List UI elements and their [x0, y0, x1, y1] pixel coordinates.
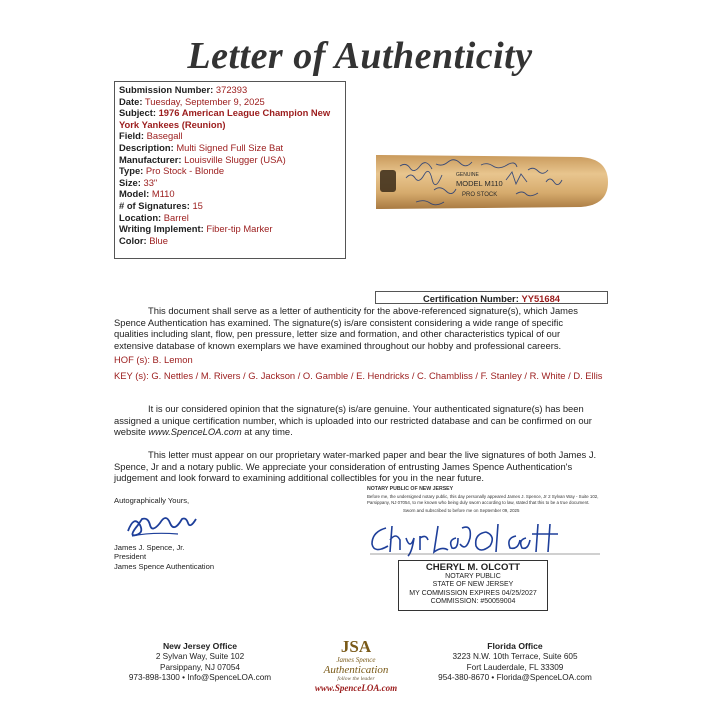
jsa-logo: JSA James Spence Authentication follow the leader www.SpenceLOA.com	[300, 638, 412, 698]
type-row: Type: Pro Stock - Blonde	[119, 165, 225, 177]
key-signatures: KEY (s): G. Nettles / M. Rivers / G. Jackson / O. Gamble / E. Hendricks / C. Chambliss / F. Stanley / R. White / D. Ellis	[114, 370, 603, 381]
size-row: Size: 33"	[119, 176, 158, 188]
logo-website: www.SpenceLOA.com	[314, 683, 398, 693]
submission-info-box	[114, 81, 346, 259]
notary-text: Before me, the undersigned notary public, this day personally appeared James J. Spence, Jr 2 Sylvan Way - Suite 102, Parsippany, NJ 07054, to me known who being duly sworn according to law, stated that this to be a true document.	[367, 494, 599, 505]
implement-row: Writing Implement: Fiber-tip Marker	[119, 223, 273, 235]
date-row: Date: Tuesday, September 9, 2025	[119, 95, 265, 107]
signatures-row: # of Signatures: 15	[119, 199, 203, 211]
paragraph-watermark: This letter must appear on our proprietary water-marked paper and bear the live signatures of both James J. Spence, Jr and a notary public. We appreciate your consideration of entrusting James Spence Authentication's judgement and look forward to examining additional collectibles for you in the near future.	[114, 449, 597, 483]
spence-signature	[122, 509, 202, 541]
submission-row: Submission Number: 372393	[119, 84, 248, 95]
bat-model-text: MODEL M110	[456, 179, 503, 188]
hof-signatures: HOF (s): B. Lemon	[114, 354, 193, 365]
description-row: Description: Multi Signed Full Size Bat	[119, 141, 284, 153]
stamp-name: CHERYL M. OLCOTT	[425, 562, 521, 573]
bat-genuine-text: GENUINE	[456, 172, 479, 178]
certification-number-box: Certification Number: YY51684	[375, 291, 608, 304]
certification-number: YY51684	[521, 293, 561, 304]
notary-signature	[366, 520, 606, 558]
letter-title: Letter of Authenticity	[187, 35, 533, 77]
bat-logo-mark	[380, 170, 396, 192]
bat-pro-stock-text: PRO STOCK	[462, 192, 498, 198]
notary-sworn: Sworn and subscribed to before me on September 09, 2025	[403, 508, 520, 514]
new-jersey-office: New Jersey Office 2 Sylvan Way, Suite 102 Parsippany, NJ 07054 973-898-1300 • Info@SpenceLOA.com	[128, 641, 272, 683]
florida-office: Florida Office 3223 N.W. 10th Terrace, Suite 605 Fort Lauderdale, FL 33309 954-380-8670 • Florida@SpenceLOA.com	[438, 641, 592, 683]
signoff-block	[114, 496, 214, 571]
signer-role: President	[114, 552, 147, 561]
jsa-letters: JSA	[340, 637, 372, 656]
field-row: Field: Basegall	[119, 130, 183, 142]
subject-row: Subject: 1976 American League Champion New York Yankees (Reunion)	[119, 107, 331, 130]
signer-name: James J. Spence, Jr.	[114, 542, 185, 552]
color-row: Color: Blue	[119, 234, 168, 246]
paragraph-opinion: It is our considered opinion that the signature(s) is/are genuine. Your authenticated signature(s) has been assigned a unique certification number, which is uploaded into our restricted database and can be confirmed on our website www.SpenceLOA.com at any time.	[114, 403, 592, 437]
model-row: Model: M110	[119, 188, 175, 200]
closing-text: Autographically Yours,	[114, 496, 190, 505]
signer-company: James Spence Authentication	[114, 561, 215, 571]
manufacturer-row: Manufacturer: Louisville Slugger (USA)	[119, 153, 286, 165]
signed-bat-photo	[376, 150, 608, 214]
notary-heading: NOTARY PUBLIC OF NEW JERSEY	[367, 486, 454, 492]
website-link[interactable]: www.SpenceLOA.com	[148, 426, 242, 437]
notary-block	[367, 487, 617, 514]
notary-stamp: CHERYL M. OLCOTT NOTARY PUBLIC STATE OF NEW JERSEY MY COMMISSION EXPIRES 04/25/2027 COMMISSION: #50059004	[398, 560, 548, 611]
location-row: Location: Barrel	[119, 211, 189, 223]
paragraph-authenticity: This document shall serve as a letter of authenticity for the above-referenced signature(s), which James Spence Authentication has examined. The signature(s) is/are consistent considering a wide range of specific qualities including slant, flow, pen pressure, letter size and formation, and other characteristics typical of our extensive database of known exemplars we have examined throughout our hobby and professional careers.	[114, 305, 578, 351]
